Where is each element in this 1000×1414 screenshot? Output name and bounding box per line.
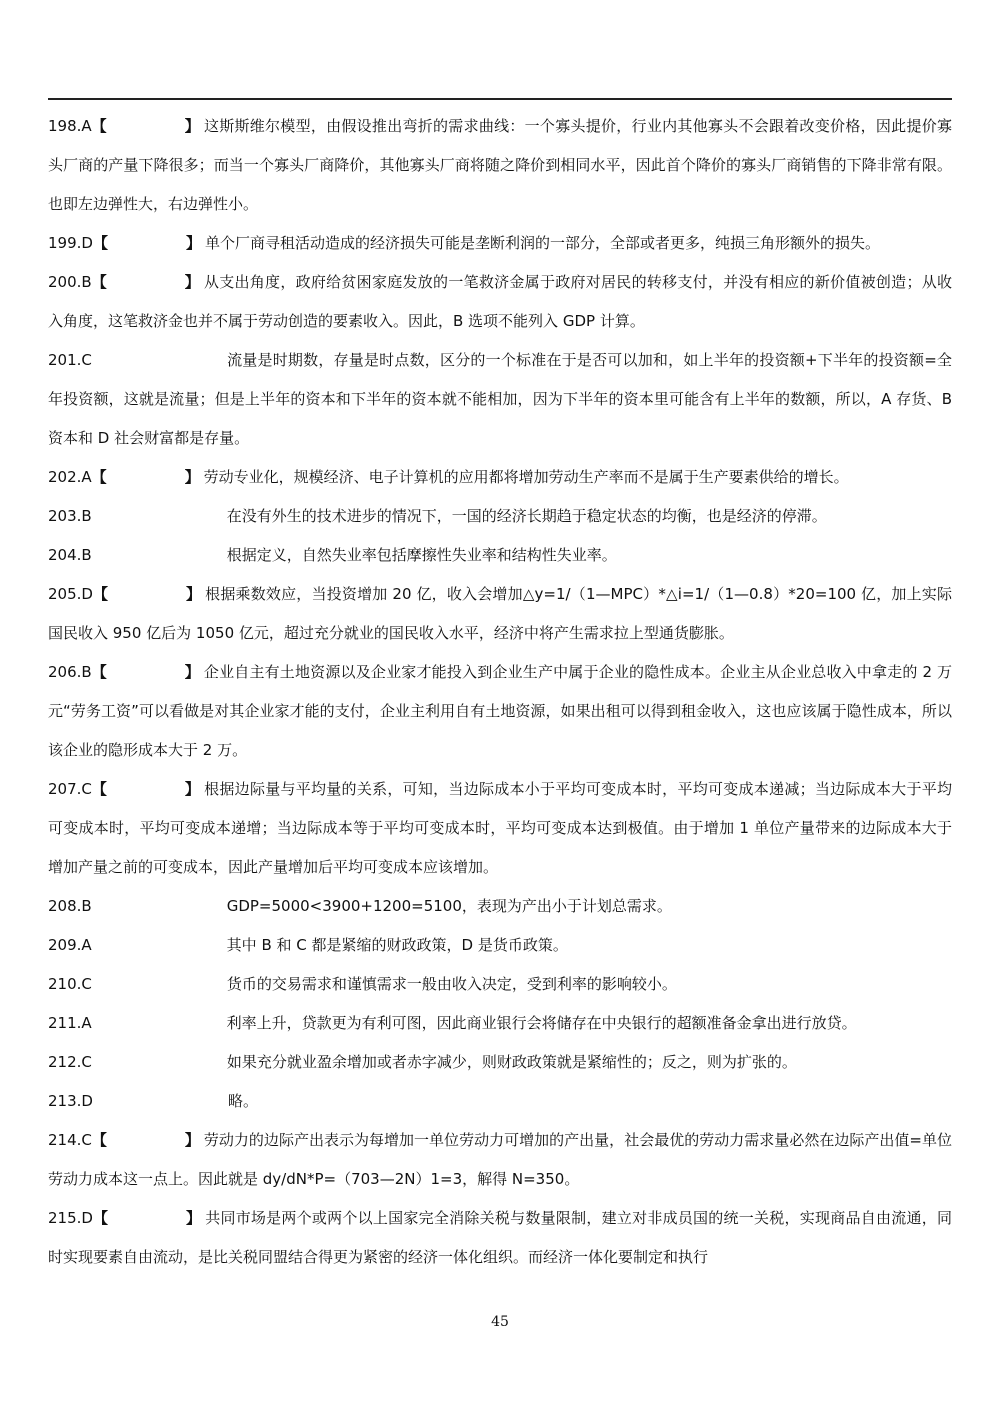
answer-bracket xyxy=(93,224,205,263)
question-number: 204.B xyxy=(48,546,92,564)
answer-entry xyxy=(48,575,952,653)
answer-entry xyxy=(48,536,952,575)
question-number: 211.A xyxy=(48,1014,92,1032)
bracket-right: 】 xyxy=(185,234,201,252)
question-number: 198.A xyxy=(48,117,92,135)
answer-bracket xyxy=(92,1121,204,1160)
bracket-right: 】 xyxy=(184,780,200,798)
bracket-left: 【 xyxy=(91,117,107,135)
question-number: 205.D xyxy=(48,585,93,603)
question-number: 200.B xyxy=(48,273,92,291)
answer-bracket xyxy=(92,263,204,302)
bracket-left: 【 xyxy=(91,663,107,681)
answer-entry xyxy=(48,926,952,965)
explanation-text: 单个厂商寻租活动造成的经济损失可能是垄断利润的一部分，全部或者更多，纯损三角形额外的损失。 xyxy=(204,234,880,252)
answer-entry xyxy=(48,887,952,926)
bracket-left: 【 xyxy=(91,468,107,486)
explanation-text: 货币的交易需求和谨慎需求一般由收入决定，受到利率的影响较小。 xyxy=(226,975,677,993)
question-number: 212.C xyxy=(48,1053,92,1071)
question-number: 215.D xyxy=(48,1209,93,1227)
question-number: 209.A xyxy=(48,936,92,954)
explanation-text: 略。 xyxy=(227,1092,258,1110)
explanation-text: 如果充分就业盈余增加或者赤字减少，则财政政策就是紧缩性的；反之，则为扩张的。 xyxy=(226,1053,797,1071)
explanation-text: 劳动力的边际产出表示为每增加一单位劳动力可增加的产出量，社会最优的劳动力需求量必然在边际产出值=单位劳动力成本这一点上。因此就是 dy/dN*P=（703—2N）1=3，解得 N=350。 xyxy=(48,1131,952,1188)
question-number: 202.A xyxy=(48,468,92,486)
answer-entry xyxy=(48,1043,952,1082)
bracket-left: 【 xyxy=(92,1209,108,1227)
bracket-right: 】 xyxy=(184,468,200,486)
bracket-left: 【 xyxy=(91,273,107,291)
answer-entry xyxy=(48,965,952,1004)
bracket-left: 【 xyxy=(91,1131,107,1149)
explanation-text: 这斯斯维尔模型，由假设推出弯折的需求曲线：一个寡头提价，行业内其他寡头不会跟着改变价格，因此提价寡头厂商的产量下降很多；而当一个寡头厂商降价，其他寡头厂商将随之降价到相同水平，因此首个降价的寡头厂商销售的下降非常有限。也即左边弹性大，右边弹性小。 xyxy=(48,117,952,213)
header-rule xyxy=(48,98,952,100)
explanation-text: 其中 B 和 C 都是紧缩的财政政策，D 是货币政策。 xyxy=(226,936,568,954)
explanation-text: 劳动专业化，规模经济、电子计算机的应用都将增加劳动生产率而不是属于生产要素供给的增长。 xyxy=(203,468,849,486)
explanation-text: 根据乘数效应，当投资增加 20 亿，收入会增加△y=1/（1—MPC）*△i=1/（1—0.8）*20=100 亿，加上实际国民收入 950 亿后为 1050 亿元，超过充分就业的国民收入水平，经济中将产生需求拉上型通货膨胀。 xyxy=(48,585,952,642)
question-number: 206.B xyxy=(48,663,92,681)
bracket-right: 】 xyxy=(185,1209,201,1227)
explanation-text: 根据定义，自然失业率包括摩擦性失业率和结构性失业率。 xyxy=(226,546,617,564)
answer-bracket xyxy=(92,653,204,692)
answer-list xyxy=(48,107,952,1277)
bracket-left: 【 xyxy=(91,780,107,798)
answer-entry xyxy=(48,341,952,458)
bracket-right: 】 xyxy=(184,1131,200,1149)
answer-bracket xyxy=(93,1199,205,1238)
answer-bracket xyxy=(93,575,205,614)
answer-entry xyxy=(48,497,952,536)
answer-entry xyxy=(48,1199,952,1277)
answer-bracket xyxy=(92,458,204,497)
answer-entry xyxy=(48,653,952,770)
bracket-right: 】 xyxy=(184,117,200,135)
explanation-text: 从支出角度，政府给贫困家庭发放的一笔救济金属于政府对居民的转移支付，并没有相应的新价值被创造；从收入角度，这笔救济金也并不属于劳动创造的要素收入。因此，B 选项不能列入 GDP 计算。 xyxy=(48,273,952,330)
explanation-text: GDP=5000<3900+1200=5100，表现为产出小于计划总需求。 xyxy=(226,897,672,915)
question-number: 203.B xyxy=(48,507,92,525)
explanation-text: 利率上升，贷款更为有利可图，因此商业银行会将储存在中央银行的超额准备金拿出进行放贷。 xyxy=(226,1014,857,1032)
explanation-text: 企业自主有土地资源以及企业家才能投入到企业生产中属于企业的隐性成本。企业主从企业总收入中拿走的 2 万元“劳务工资”可以看做是对其企业家才能的支付，企业主利用自有土地资源，如果出租可以得到租金收入，这也应该属于隐性成本，所以该企业的隐形成本大于 2 万。 xyxy=(48,663,952,759)
explanation-text: 流量是时期数，存量是时点数，区分的一个标准在于是否可以加和，如上半年的投资额+下半年的投资额=全年投资额，这就是流量；但是上半年的资本和下半年的资本就不能相加，因为下半年的资本里可能含有上半年的数额，所以，A 存货、B 资本和 D 社会财富都是存量。 xyxy=(48,351,952,447)
bracket-right: 】 xyxy=(185,585,201,603)
bracket-right: 】 xyxy=(184,663,200,681)
question-number: 208.B xyxy=(48,897,92,915)
question-number: 207.C xyxy=(48,780,92,798)
explanation-text: 在没有外生的技术进步的情况下，一国的经济长期趋于稳定状态的均衡，也是经济的停滞。 xyxy=(226,507,827,525)
question-number: 201.C xyxy=(48,351,92,369)
question-number: 214.C xyxy=(48,1131,92,1149)
question-number: 210.C xyxy=(48,975,92,993)
answer-bracket xyxy=(92,770,204,809)
bracket-right: 】 xyxy=(184,273,200,291)
answer-entry xyxy=(48,458,952,497)
question-number: 213.D xyxy=(48,1092,93,1110)
bracket-left: 【 xyxy=(92,585,108,603)
answer-entry xyxy=(48,1082,952,1121)
answer-entry xyxy=(48,107,952,224)
answer-entry xyxy=(48,1004,952,1043)
explanation-text: 根据边际量与平均量的关系，可知，当边际成本小于平均可变成本时，平均可变成本递减；当边际成本大于平均可变成本时，平均可变成本递增；当边际成本等于平均可变成本时，平均可变成本达到极值。由于增加 1 单位产量带来的边际成本大于增加产量之前的可变成本，因此产量增加后平均可变成本应该增加。 xyxy=(48,780,952,876)
answer-entry xyxy=(48,1121,952,1199)
answer-entry xyxy=(48,770,952,887)
answer-entry xyxy=(48,224,952,263)
bracket-left: 【 xyxy=(92,234,108,252)
page-number: 45 xyxy=(491,1314,509,1330)
explanation-text: 共同市场是两个或两个以上国家完全消除关税与数量限制，建立对非成员国的统一关税，实现商品自由流通，同时实现要素自由流动，是比关税同盟结合得更为紧密的经济一体化组织。而经济一体化要制定和执行 xyxy=(48,1209,952,1266)
question-number: 199.D xyxy=(48,234,93,252)
answer-bracket xyxy=(92,107,204,146)
answer-entry xyxy=(48,263,952,341)
